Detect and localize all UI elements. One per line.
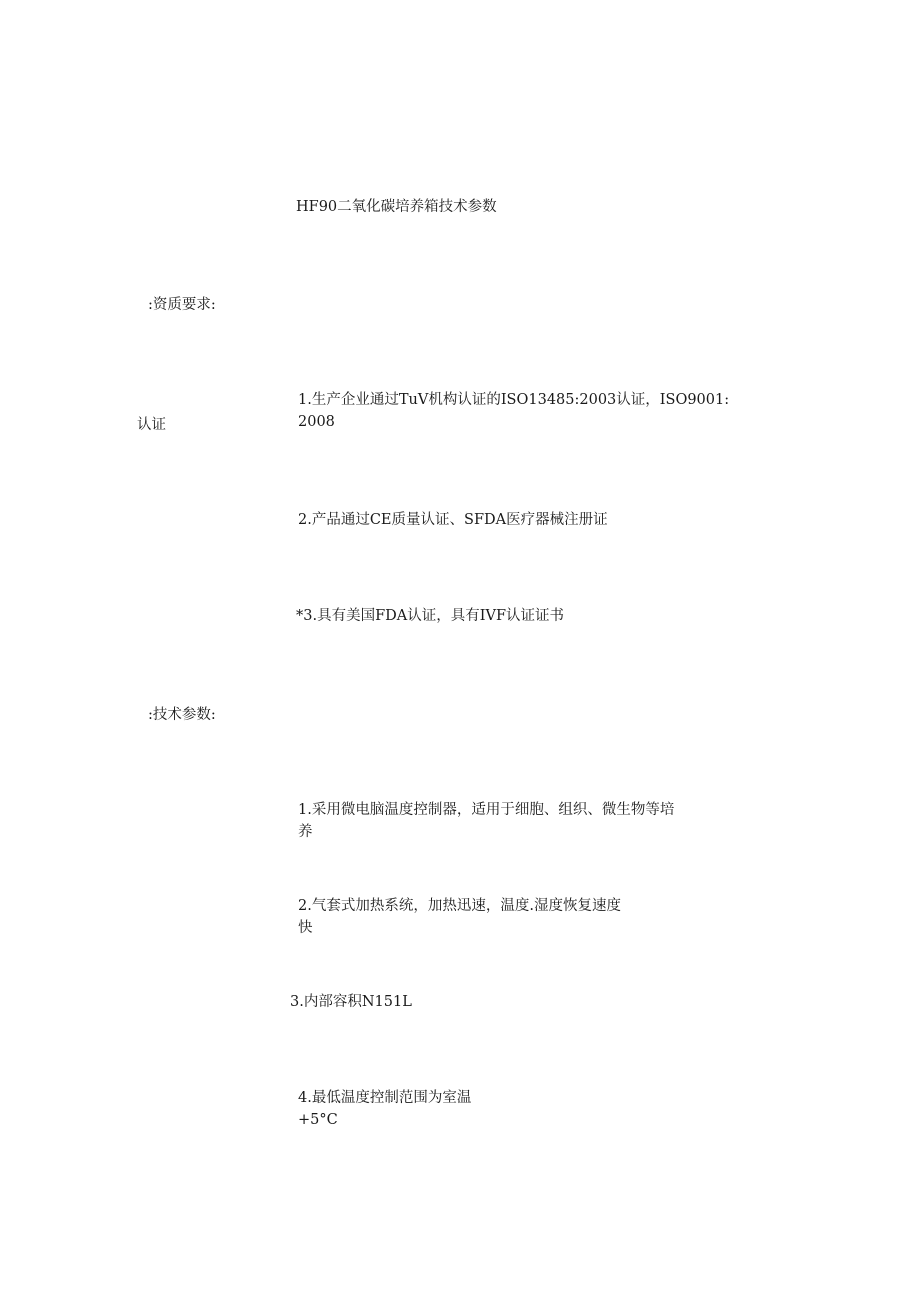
technical-item-2-line-1: 2.气套式加热系统，加热迅速，温度.湿度恢复速度 (298, 898, 621, 914)
qualification-item-2-line-1: 2.产品通过CE质量认证、SFDA医疗器械注册证 (298, 512, 608, 528)
qualification-item-1-line-1: 1.生产企业通过TuV机构认证的ISO13485:2003认证，ISO9001: (298, 392, 730, 408)
technical-item-1-line-2: 养 (298, 824, 313, 840)
technical-item-1-line-1: 1.采用微电脑温度控制器，适用于细胞、组织、微生物等培 (298, 802, 675, 818)
certification-label: 认证 (137, 417, 166, 433)
technical-item-3 (290, 991, 412, 1013)
technical-item-4 (298, 1087, 471, 1131)
technical-item-4-line-2: +5°C (298, 1112, 338, 1128)
technical-item-3-line-1: 3.内部容积N151L (290, 994, 412, 1010)
technical-item-2-line-2: 快 (298, 920, 313, 936)
qualification-item-3-line-1: *3.具有美国FDA认证，具有IVF认证证书 (296, 608, 565, 624)
qualification-item-1 (298, 389, 729, 433)
technical-item-2 (298, 895, 621, 939)
technical-heading: :技术参数: (148, 707, 216, 723)
technical-item-1 (298, 799, 674, 843)
document-title: HF90二氧化碳培养箱技术参数 (296, 199, 497, 215)
technical-item-4-line-1: 4.最低温度控制范围为室温 (298, 1090, 472, 1106)
qualification-item-2 (298, 509, 608, 531)
qualification-item-3 (296, 605, 564, 627)
qualification-heading: :资质要求: (148, 297, 216, 313)
qualification-item-1-line-2: 2008 (298, 414, 335, 430)
